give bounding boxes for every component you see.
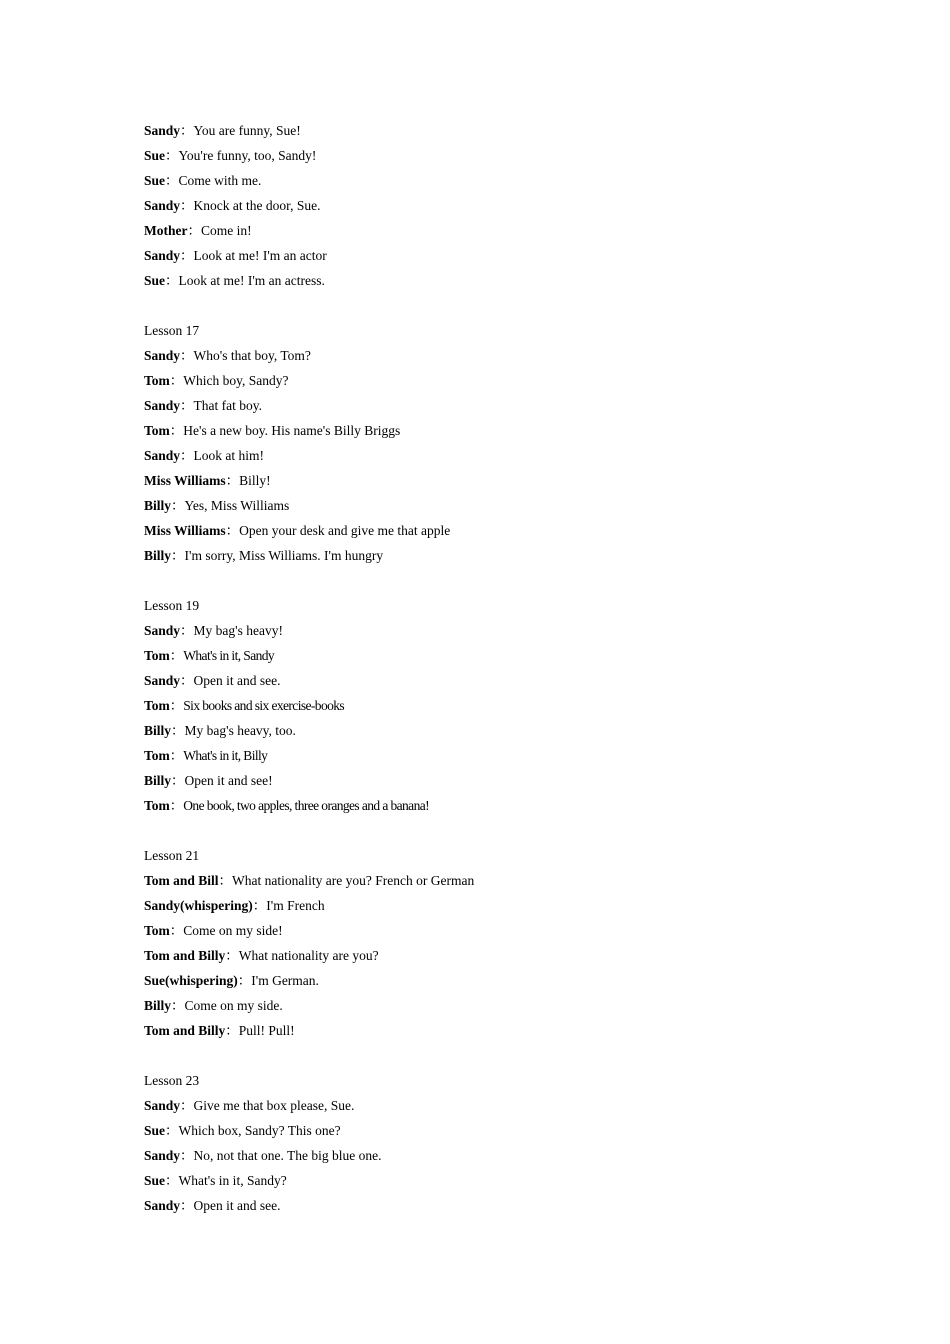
separator: ： <box>169 648 184 663</box>
speaker-name: Sandy <box>144 1098 181 1113</box>
dialogue-text: Open your desk and give me that apple <box>239 523 451 538</box>
dialogue-text: What's in it, Sandy? <box>178 1173 287 1188</box>
dialogue-text: Billy! <box>239 473 271 488</box>
separator: ： <box>187 223 201 238</box>
speaker-name: Miss Williams <box>144 473 226 488</box>
blank-line <box>144 1043 904 1068</box>
speaker-name: Sandy <box>144 673 181 688</box>
dialogue-text: Come on my side. <box>184 998 283 1013</box>
dialogue-line <box>144 543 904 568</box>
dialogue-line <box>144 218 904 243</box>
lesson-section <box>144 593 904 818</box>
dialogue-text: I'm sorry, Miss Williams. I'm hungry <box>184 548 384 563</box>
dialogue-line <box>144 1118 904 1143</box>
lesson-heading: Lesson 21 <box>144 848 200 863</box>
dialogue-line <box>144 243 904 268</box>
speaker-name: Mother <box>144 223 188 238</box>
separator: ： <box>180 123 194 138</box>
speaker-name: Sandy <box>144 198 181 213</box>
separator: ： <box>171 498 185 513</box>
speaker-name: Sue <box>144 173 166 188</box>
speaker-name: Sandy <box>144 398 181 413</box>
speaker-name: Sandy <box>144 248 181 263</box>
dialogue-section <box>144 118 904 293</box>
dialogue-line <box>144 193 904 218</box>
dialogue-line <box>144 893 904 918</box>
speaker-name: Sue <box>144 148 166 163</box>
dialogue-text: Who's that boy, Tom? <box>193 348 311 363</box>
speaker-name: Sandy <box>144 1198 181 1213</box>
dialogue-text: Look at me! I'm an actor <box>193 248 327 263</box>
dialogue-text: That fat boy. <box>193 398 263 413</box>
separator: ： <box>171 548 185 563</box>
speaker-name: Sandy(whispering) <box>144 898 253 913</box>
speaker-name: Tom and Bill <box>144 873 219 888</box>
dialogue-line <box>144 518 904 543</box>
dialogue-text: My bag's heavy! <box>193 623 283 638</box>
dialogue-line <box>144 418 904 443</box>
speaker-name: Tom and Billy <box>144 948 226 963</box>
lesson-heading: Lesson 23 <box>144 1073 200 1088</box>
separator: ： <box>225 523 240 538</box>
dialogue-text: Open it and see. <box>193 673 281 688</box>
speaker-name: Tom <box>144 923 170 938</box>
speaker-name: Tom <box>144 373 170 388</box>
dialogue-text: Open it and see. <box>193 1198 281 1213</box>
dialogue-line <box>144 943 904 968</box>
dialogue-text: Come on my side! <box>183 923 283 938</box>
dialogue-text: Look at him! <box>193 448 265 463</box>
separator: ： <box>180 673 194 688</box>
dialogue-line <box>144 1143 904 1168</box>
separator: ： <box>218 873 233 888</box>
document-page <box>144 118 904 1218</box>
separator: ： <box>225 473 240 488</box>
dialogue-line <box>144 1018 904 1043</box>
dialogue-line <box>144 168 904 193</box>
separator: ： <box>171 998 185 1013</box>
dialogue-line <box>144 443 904 468</box>
separator: ： <box>180 1198 194 1213</box>
lesson-section <box>144 1068 904 1218</box>
separator: ： <box>165 173 179 188</box>
separator: ： <box>180 448 194 463</box>
separator: ： <box>225 1023 239 1038</box>
blank-line <box>144 568 904 593</box>
dialogue-text: One book, two apples, three oranges and a banana! <box>183 798 430 813</box>
dialogue-line <box>144 118 904 143</box>
dialogue-text: Come in! <box>200 223 252 238</box>
dialogue-line <box>144 768 904 793</box>
separator: ： <box>180 348 194 363</box>
speaker-name: Tom <box>144 698 170 713</box>
separator: ： <box>171 723 185 738</box>
speaker-name: Billy <box>144 998 172 1013</box>
dialogue-line <box>144 393 904 418</box>
separator: ： <box>180 623 194 638</box>
separator: ： <box>165 1173 179 1188</box>
dialogue-text: What's in it, Sandy <box>183 648 275 663</box>
dialogue-line <box>144 643 904 668</box>
dialogue-text: Which box, Sandy? This one? <box>178 1123 341 1138</box>
dialogue-text: Open it and see! <box>184 773 273 788</box>
speaker-name: Billy <box>144 773 172 788</box>
separator: ： <box>169 423 184 438</box>
separator: ： <box>252 898 267 913</box>
dialogue-text: Look at me! I'm an actress. <box>178 273 325 288</box>
separator: ： <box>180 1148 194 1163</box>
lesson-heading: Lesson 17 <box>144 323 200 338</box>
dialogue-line <box>144 343 904 368</box>
speaker-name: Tom <box>144 798 170 813</box>
speaker-name: Tom and Billy <box>144 1023 226 1038</box>
separator: ： <box>180 198 194 213</box>
dialogue-text: Come with me. <box>178 173 262 188</box>
dialogue-text: What nationality are you? French or German <box>232 873 475 888</box>
lesson-section <box>144 318 904 568</box>
lesson-section <box>144 843 904 1043</box>
speaker-name: Sue(whispering) <box>144 973 238 988</box>
dialogue-text: What nationality are you? <box>238 948 379 963</box>
separator: ： <box>165 148 179 163</box>
speaker-name: Sue <box>144 1123 166 1138</box>
separator: ： <box>169 798 184 813</box>
dialogue-text: Knock at the door, Sue. <box>193 198 321 213</box>
speaker-name: Billy <box>144 548 172 563</box>
separator: ： <box>165 273 179 288</box>
separator: ： <box>225 948 239 963</box>
separator: ： <box>169 373 184 388</box>
dialogue-text: Yes, Miss Williams <box>184 498 290 513</box>
dialogue-text: Give me that box please, Sue. <box>193 1098 355 1113</box>
dialogue-line <box>144 743 904 768</box>
speaker-name: Sandy <box>144 348 181 363</box>
speaker-name: Sandy <box>144 1148 181 1163</box>
dialogue-text: You are funny, Sue! <box>193 123 301 138</box>
separator: ： <box>169 923 184 938</box>
speaker-name: Sue <box>144 1173 166 1188</box>
dialogue-text: He's a new boy. His name's Billy Briggs <box>183 423 401 438</box>
dialogue-text: What's in it, Billy <box>183 748 268 763</box>
dialogue-text: Which boy, Sandy? <box>183 373 289 388</box>
dialogue-text: My bag's heavy, too. <box>184 723 296 738</box>
speaker-name: Miss Williams <box>144 523 226 538</box>
dialogue-line <box>144 968 904 993</box>
dialogue-text: I'm French <box>266 898 325 913</box>
blank-line <box>144 818 904 843</box>
dialogue-line <box>144 493 904 518</box>
dialogue-text: No, not that one. The big blue one. <box>193 1148 382 1163</box>
speaker-name: Sandy <box>144 448 181 463</box>
separator: ： <box>169 748 184 763</box>
separator: ： <box>180 1098 194 1113</box>
dialogue-line <box>144 993 904 1018</box>
dialogue-line <box>144 918 904 943</box>
dialogue-line <box>144 793 904 818</box>
dialogue-line <box>144 618 904 643</box>
separator: ： <box>169 698 184 713</box>
dialogue-text: Six books and six exercise-books <box>183 698 345 713</box>
speaker-name: Sandy <box>144 123 181 138</box>
dialogue-line <box>144 1168 904 1193</box>
dialogue-line <box>144 693 904 718</box>
speaker-name: Tom <box>144 748 170 763</box>
separator: ： <box>237 973 252 988</box>
speaker-name: Tom <box>144 423 170 438</box>
dialogue-line <box>144 868 904 893</box>
dialogue-line <box>144 143 904 168</box>
dialogue-line <box>144 1093 904 1118</box>
dialogue-line <box>144 1193 904 1218</box>
dialogue-text: You're funny, too, Sandy! <box>178 148 317 163</box>
separator: ： <box>165 1123 179 1138</box>
dialogue-text: Pull! Pull! <box>238 1023 295 1038</box>
speaker-name: Billy <box>144 723 172 738</box>
speaker-name: Billy <box>144 498 172 513</box>
separator: ： <box>171 773 185 788</box>
dialogue-line <box>144 368 904 393</box>
dialogue-text: I'm German. <box>251 973 319 988</box>
dialogue-line <box>144 718 904 743</box>
speaker-name: Tom <box>144 648 170 663</box>
speaker-name: Sue <box>144 273 166 288</box>
lesson-heading: Lesson 19 <box>144 598 200 613</box>
separator: ： <box>180 398 194 413</box>
separator: ： <box>180 248 194 263</box>
dialogue-line <box>144 668 904 693</box>
dialogue-line <box>144 268 904 293</box>
blank-line <box>144 293 904 318</box>
dialogue-line <box>144 468 904 493</box>
speaker-name: Sandy <box>144 623 181 638</box>
